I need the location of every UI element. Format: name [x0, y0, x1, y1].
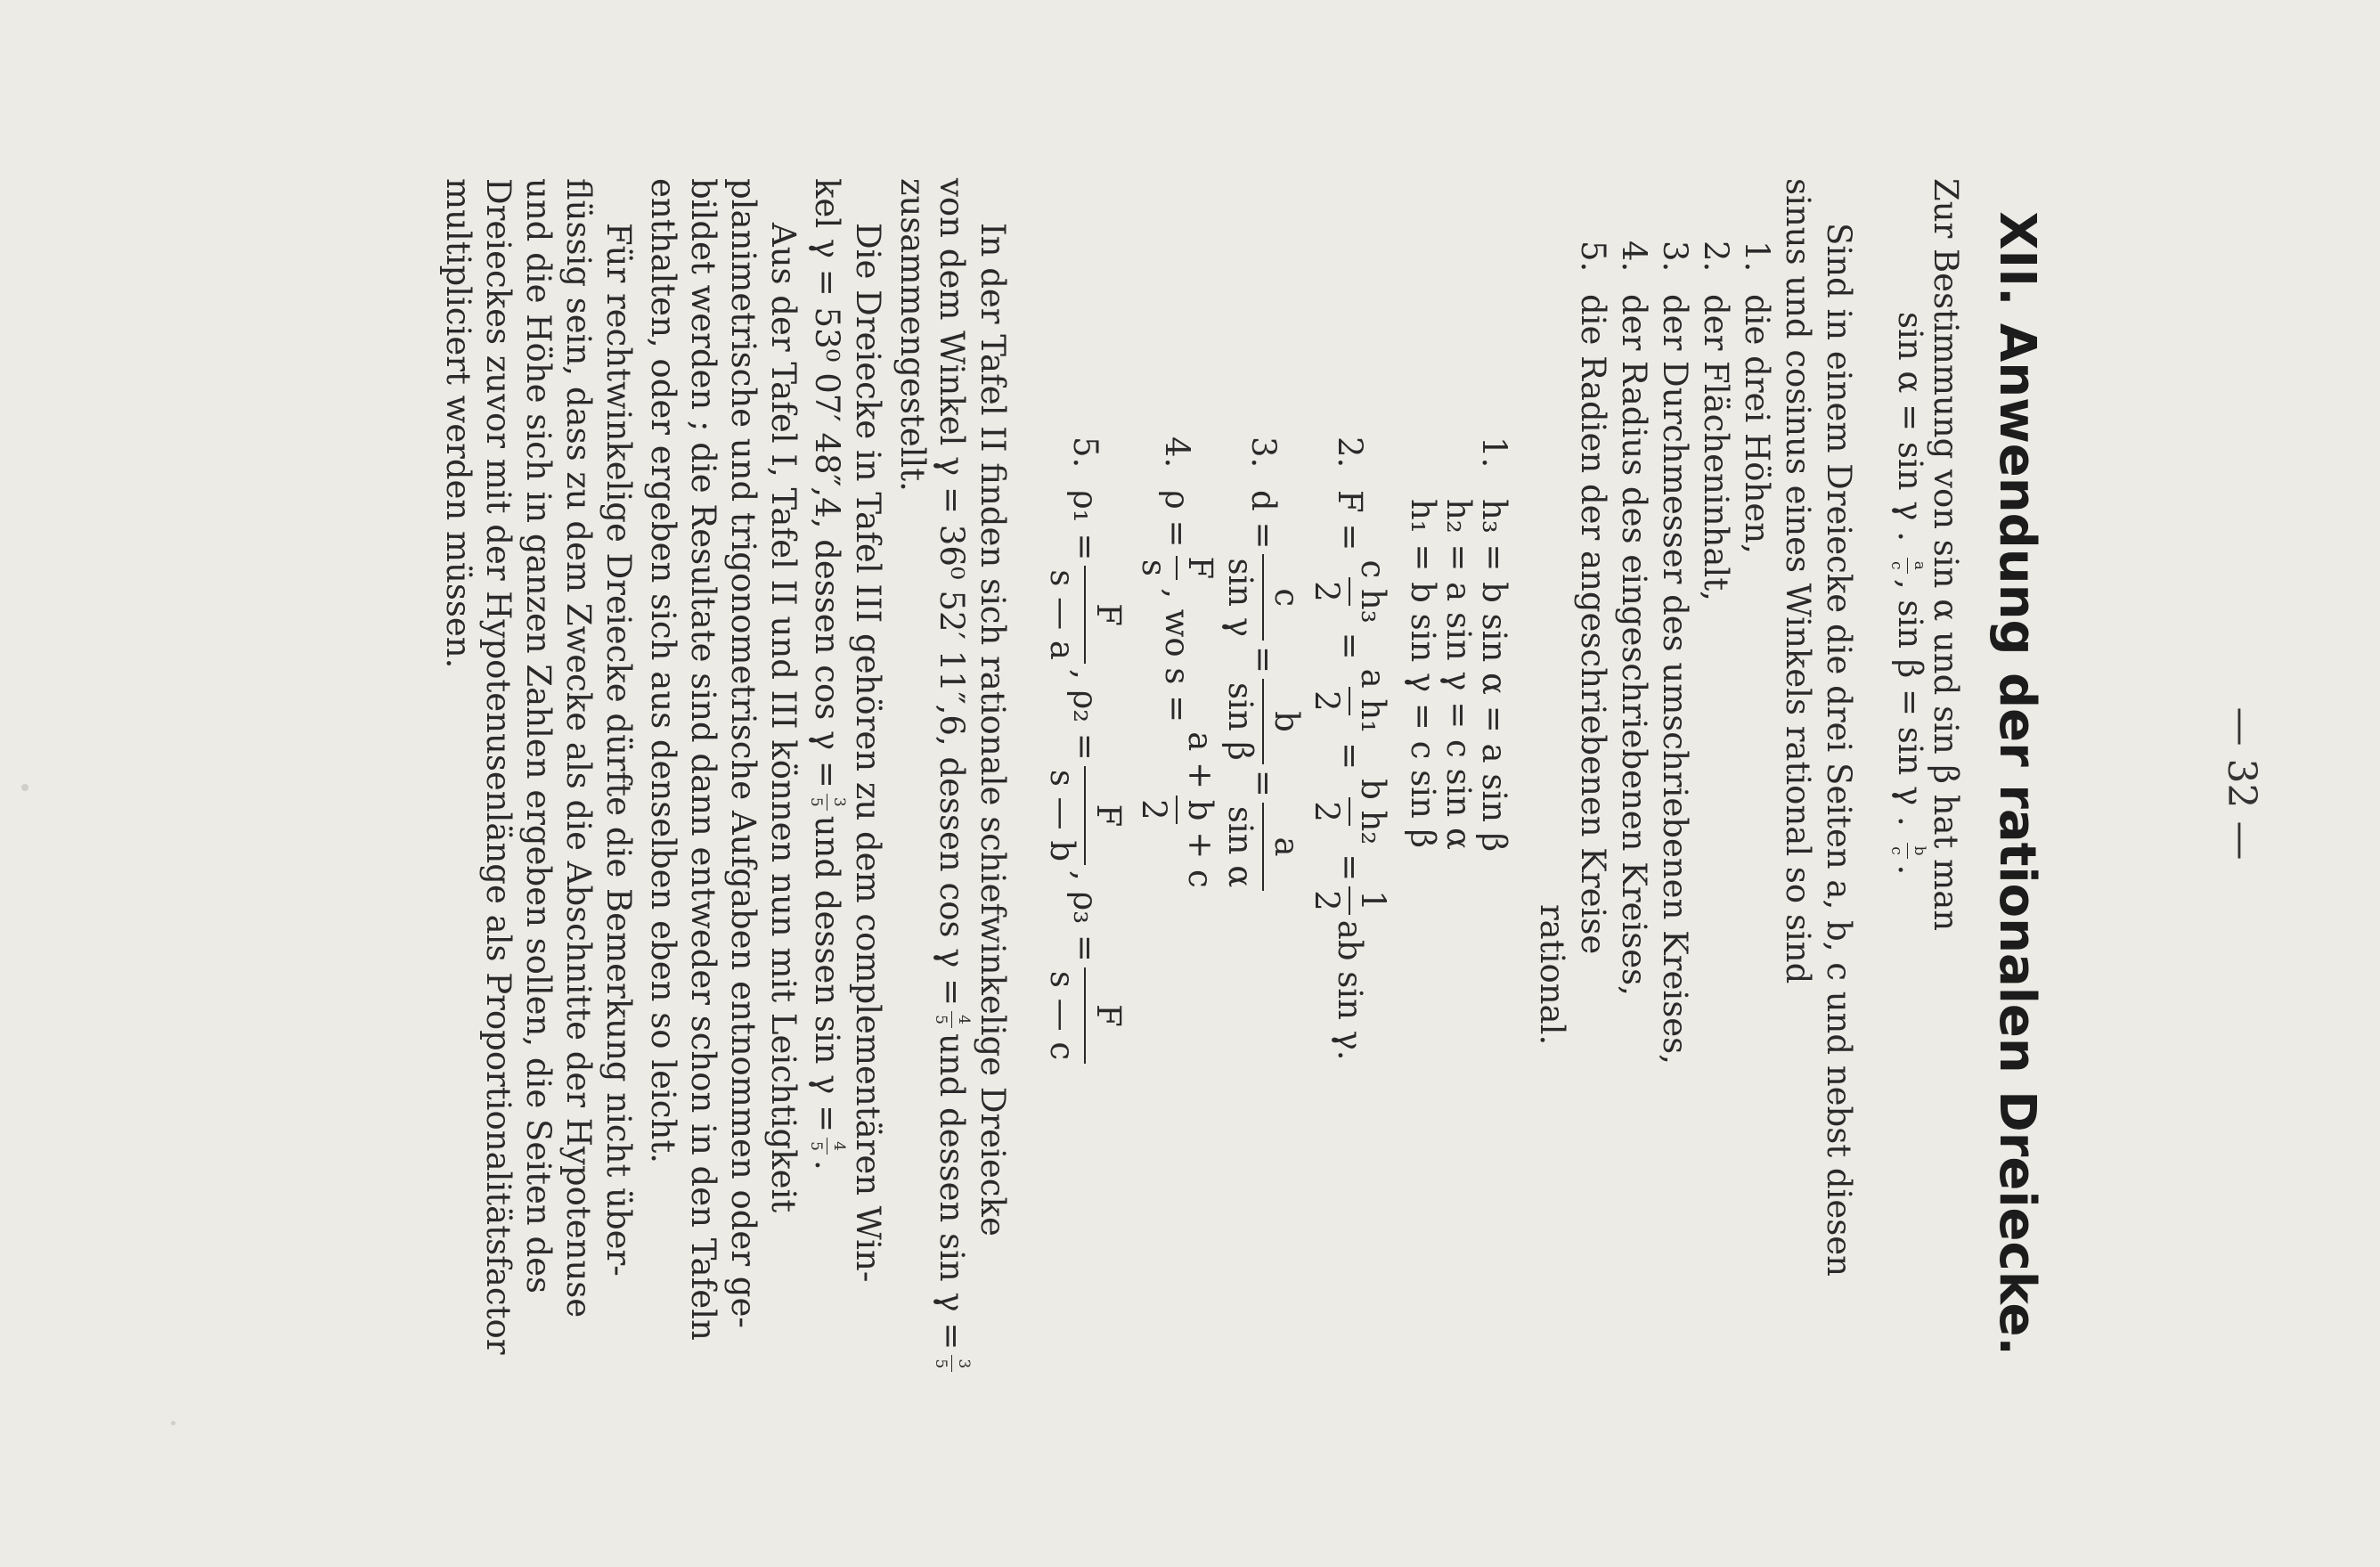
- para4-line: flüssig sein, dass zu dem Zwecke als die Abschnitte der Hypotenuse: [559, 178, 598, 1318]
- frac-den: s — a: [1041, 566, 1086, 664]
- frac-num: F: [1089, 804, 1128, 828]
- fraction: [806, 1138, 849, 1155]
- para4-line: und die Höhe sich in ganzen Zahlen ergeben sollen, die Seiten des: [519, 178, 558, 1294]
- section-heading: XII. Anwendung der rationalen Dreiecke.: [1988, 211, 2046, 1356]
- para1-line: In der Tafel II finden sich rationale schiefwinkelige Dreiecke: [974, 223, 1012, 1236]
- frac-den: 2: [1306, 577, 1350, 606]
- para1-text: von dem Winkel γ = 36⁰ 52′ 11″,6, dessen cos γ =: [933, 178, 972, 1007]
- fraction: [1041, 566, 1129, 664]
- list-item: [1695, 241, 1736, 601]
- rational-line-1: Sind in einem Dreiecke die drei Seiten a, b, c und nebst diesen: [1820, 223, 1858, 1277]
- frac-den: sin γ: [1219, 554, 1264, 641]
- frac-den: s — b: [1041, 766, 1086, 865]
- formula-number: 3.: [1243, 437, 1283, 469]
- fraction: [931, 1011, 974, 1028]
- equals-sign: =: [1243, 769, 1283, 797]
- frac-den: 2: [1306, 797, 1350, 826]
- formula-number: 2.: [1330, 437, 1369, 469]
- para2-line: Die Dreiecke in Tafel III gehören zu dem complementären Win-: [849, 223, 887, 1283]
- formula-lhs: F =: [1330, 490, 1369, 551]
- list-number: 5.: [1574, 241, 1612, 273]
- frac-num: a + b + c: [1181, 731, 1219, 888]
- para4-line: multipliciert werden müssen.: [439, 178, 477, 669]
- frac-den: 5: [806, 1138, 827, 1155]
- fraction-a-over-c: [1887, 558, 1929, 574]
- scan-speck: [171, 1421, 175, 1425]
- list-item: [1654, 241, 1695, 1065]
- frac-den: s — c: [1041, 967, 1086, 1064]
- eq-sin-alpha: sin α = sin γ .: [1891, 312, 1929, 542]
- frac-den: 2: [1306, 886, 1350, 915]
- para4-line: Dreieckes zuvor mit der Hypotenusenlänge als Proportionalitätsfactor: [479, 178, 518, 1355]
- frac-num: a: [1911, 560, 1929, 570]
- formula-1-line: h₁ = b sin γ = c sin β: [1404, 499, 1442, 848]
- fraction: [1219, 803, 1308, 891]
- list-continuation: rational.: [1533, 904, 1571, 1046]
- list-item: [1736, 241, 1777, 554]
- list-number: 2.: [1697, 241, 1735, 273]
- frac-num: b: [1911, 845, 1929, 856]
- frac-den: 5: [931, 1011, 952, 1028]
- frac-num: a: [1267, 837, 1306, 857]
- fraction: [1219, 554, 1308, 641]
- formula-5: [1041, 437, 1129, 1069]
- frac-den: 2: [1133, 796, 1178, 824]
- para2-text: kel γ = 53⁰ 07′ 48″,4, dessen cos γ =: [808, 178, 847, 788]
- para2-text: .: [808, 1159, 847, 1171]
- formula-1-line: h₃ = b sin α = a sin β: [1475, 499, 1513, 853]
- formula-1-line: h₂ = a sin γ = c sin α: [1439, 499, 1478, 850]
- formula-lhs: ρ =: [1157, 490, 1196, 548]
- rational-line-2: sinus und cosinus eines Winkels rational so sind: [1779, 178, 1817, 984]
- fraction: [806, 794, 849, 811]
- frac-num: c: [1267, 588, 1306, 608]
- list-text: die drei Höhen,: [1738, 294, 1776, 554]
- frac-num: F: [1089, 1004, 1128, 1027]
- formula-lhs: ρ₁ =: [1065, 490, 1104, 561]
- fraction: [1133, 553, 1221, 584]
- frac-den: sin α: [1219, 803, 1264, 891]
- para1-line: [931, 178, 974, 1377]
- para1-text: und dessen sin γ =: [933, 1032, 972, 1351]
- frac-num: b: [1267, 711, 1306, 732]
- equals-sign: =: [1330, 632, 1369, 660]
- frac-num: 3: [955, 1359, 973, 1369]
- intro-equation: [1887, 312, 1930, 875]
- equals-sign: =: [1330, 742, 1369, 771]
- list-number: 3.: [1656, 241, 1694, 273]
- frac-num: b h₂: [1354, 779, 1392, 845]
- list-number: 4.: [1615, 241, 1653, 273]
- fraction: [1041, 967, 1129, 1064]
- fraction: [1306, 556, 1394, 626]
- formula-mid: , wo s =: [1157, 588, 1196, 723]
- para3-line: Aus der Tafel I, Tafel II und III können nun mit Leichtigkeit: [764, 223, 803, 1213]
- frac-den: s: [1133, 556, 1178, 580]
- eq-end: .: [1891, 864, 1929, 876]
- frac-num: 3: [830, 796, 848, 807]
- para2-line: [806, 178, 849, 1171]
- list-text: der Flächeninhalt,: [1697, 294, 1735, 601]
- formula-number: 4.: [1157, 437, 1196, 469]
- frac-num: 4: [830, 1141, 848, 1151]
- list-number: 1.: [1738, 241, 1776, 273]
- list-text: der Durchmesser des umschriebenen Kreises,: [1656, 294, 1694, 1065]
- frac-den: c: [1887, 558, 1908, 574]
- formula-sep: , ρ₃ =: [1065, 870, 1104, 962]
- fraction: [931, 1355, 974, 1372]
- fraction: [1133, 728, 1221, 892]
- para1-line: zusammengestellt.: [893, 178, 932, 492]
- frac-num: a h₁: [1354, 668, 1392, 734]
- formula-3: [1219, 437, 1308, 896]
- formula-sep: , ρ₂ =: [1065, 668, 1104, 761]
- frac-den: 5: [931, 1355, 952, 1372]
- scan-speck: [21, 784, 29, 791]
- intro-line: Zur Bestimmung von sin α und sin β hat man: [1927, 178, 1965, 932]
- formula-number: 5.: [1065, 437, 1104, 469]
- fraction-b-over-c: [1887, 843, 1929, 860]
- fraction: [1041, 766, 1129, 865]
- fraction: [1306, 665, 1394, 737]
- para3-line: bildet werden ; die Resultate sind dann entweder schon in den Tafeln: [684, 178, 722, 1341]
- frac-den: sin β: [1219, 679, 1264, 764]
- formula-2: [1306, 437, 1394, 1061]
- list-text: die Radien der angeschriebenen Kreise: [1574, 294, 1612, 955]
- list-text: der Radius des eingeschriebenen Kreises,: [1615, 294, 1653, 996]
- frac-num: F: [1089, 603, 1128, 626]
- para4-line: Für rechtwinkelige Dreiecke dürfte die Bemerkung nicht über-: [599, 223, 638, 1277]
- frac-den: 2: [1306, 687, 1350, 715]
- frac-num: 4: [955, 1015, 973, 1024]
- frac-num: 1: [1354, 890, 1392, 911]
- list-item: [1572, 241, 1613, 954]
- equals-sign: =: [1330, 853, 1369, 882]
- frac-num: F: [1181, 556, 1219, 580]
- formula-1-number: 1.: [1475, 437, 1513, 469]
- fraction: [1306, 886, 1394, 915]
- frac-num: c h₃: [1354, 559, 1392, 624]
- para3-line: planimetrische und trigonometrische Aufgaben entnommen oder ge-: [724, 178, 762, 1328]
- para3-line: enthalten, oder ergeben sich aus denselben eben so leicht.: [644, 178, 682, 1163]
- fraction: [1306, 775, 1394, 848]
- eq-sin-beta: , sin β = sin γ .: [1891, 578, 1929, 827]
- para2-text: und dessen sin γ =: [808, 815, 847, 1133]
- formula-4: [1133, 437, 1221, 897]
- frac-den: c: [1887, 843, 1908, 859]
- fraction: [1219, 679, 1308, 764]
- formula-lhs: d =: [1243, 490, 1283, 550]
- list-item: [1613, 241, 1654, 996]
- equals-sign: =: [1243, 645, 1283, 673]
- page-number: — 32 —: [2219, 706, 2264, 861]
- formula-tail: ab sin γ.: [1330, 919, 1369, 1061]
- frac-den: 5: [806, 794, 827, 811]
